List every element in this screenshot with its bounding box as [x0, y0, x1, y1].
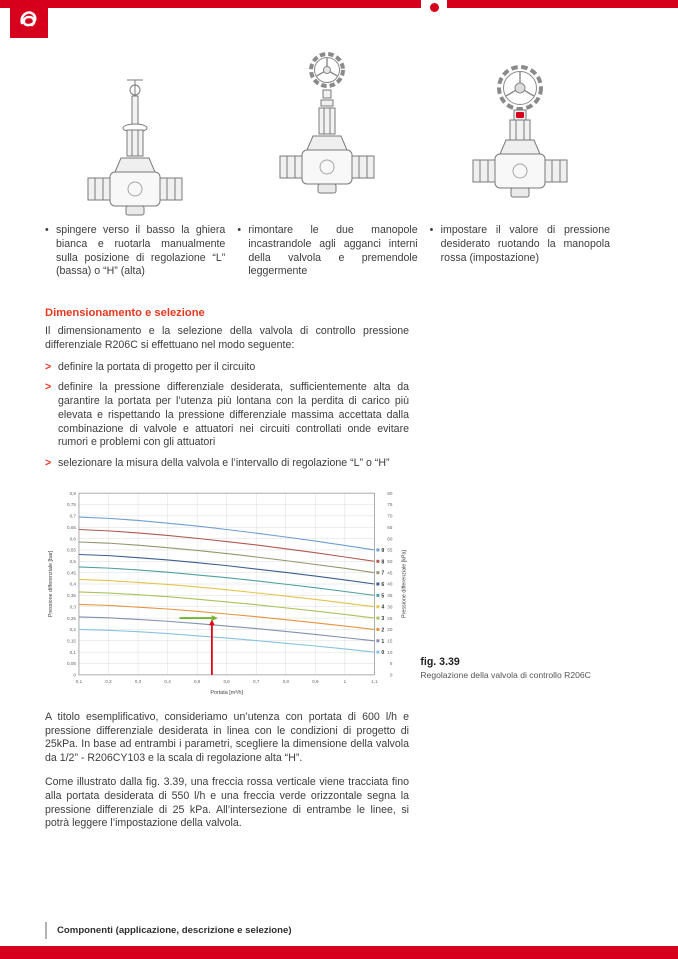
figure-label: fig. 3.39 — [420, 656, 460, 669]
svg-text:2: 2 — [381, 627, 385, 634]
svg-text:0: 0 — [73, 672, 76, 678]
svg-text:0,1: 0,1 — [75, 678, 83, 684]
svg-text:5: 5 — [389, 661, 393, 667]
svg-text:50: 50 — [387, 558, 393, 564]
section-heading: Dimensionamento e selezione — [45, 307, 205, 320]
figure-3-39 — [45, 485, 610, 701]
svg-text:70: 70 — [387, 513, 393, 519]
footer-red-bar — [0, 946, 678, 959]
valve-red-handwheel-icon — [465, 58, 575, 216]
svg-text:0,8: 0,8 — [282, 678, 289, 684]
svg-text:25: 25 — [387, 615, 393, 621]
svg-text:0,8: 0,8 — [69, 490, 76, 496]
footer-divider — [45, 922, 47, 939]
svg-text:65: 65 — [387, 524, 393, 530]
list-item — [45, 361, 409, 375]
svg-text:9: 9 — [381, 547, 385, 554]
regulation-chart — [45, 485, 410, 701]
step-2-text: rimontare le due manopole incastrandole agli agganci interni della valvola e premendole leggermente — [248, 224, 418, 278]
svg-text:80: 80 — [387, 490, 393, 496]
valve-illustration-step3 — [430, 50, 610, 216]
svg-text:0,65: 0,65 — [67, 524, 76, 530]
bullet-dot: • — [45, 224, 49, 236]
svg-text:0,75: 0,75 — [67, 502, 76, 508]
svg-text:45: 45 — [387, 570, 393, 576]
bullet-dot: • — [237, 224, 242, 236]
valve-illustration-step1 — [45, 50, 225, 216]
svg-text:0,2: 0,2 — [105, 678, 112, 684]
step-3 — [430, 50, 610, 279]
page-footer — [45, 922, 292, 939]
step-2 — [237, 50, 417, 279]
svg-text:0,7: 0,7 — [69, 513, 76, 519]
svg-text:75: 75 — [387, 502, 393, 508]
list-item — [45, 381, 409, 450]
svg-text:0,25: 0,25 — [67, 615, 76, 621]
svg-text:30: 30 — [387, 604, 393, 610]
list-item — [45, 457, 409, 471]
svg-text:0,5: 0,5 — [193, 678, 201, 684]
svg-text:0: 0 — [381, 650, 385, 657]
svg-text:0,15: 0,15 — [67, 638, 76, 644]
svg-text:0,5: 0,5 — [69, 558, 76, 564]
svg-text:6: 6 — [381, 581, 385, 588]
step-1-instruction — [45, 224, 225, 279]
example-paragraph: A titolo esemplificativo, consideriamo un’utenza con portata di 600 l/h e pressione differenziale desiderata in linea con le condizioni di progetto di 25kPa. In base ad entrambi i parametri, scegliere la dimensione della valvola da 1/2” - R206CY103 e la scala di regolazione alta “H”. — [45, 710, 409, 765]
svg-text:15: 15 — [387, 638, 393, 644]
step-1 — [45, 50, 225, 279]
svg-text:5: 5 — [381, 593, 385, 600]
svg-text:Pressione differenziale [kPa]: Pressione differenziale [kPa] — [401, 549, 408, 618]
svg-text:0,4: 0,4 — [164, 678, 171, 684]
bullet-dot: • — [429, 224, 434, 236]
step-2-instruction — [237, 224, 417, 279]
step-3-instruction — [430, 224, 610, 265]
svg-text:60: 60 — [387, 536, 393, 542]
figure-caption-text: Regolazione della valvola di controllo R206C — [420, 670, 591, 681]
step-3-text: impostare il valore di pressione desiderato ruotando la manopola rossa (impostazione) — [440, 224, 610, 264]
svg-text:0,6: 0,6 — [69, 536, 76, 542]
selection-bullet-list — [45, 361, 409, 471]
figure-caption — [420, 656, 610, 681]
step-1-text: spingere verso il basso la ghiera bianca e ruotarla manualmente sulla posizione di regolazione “L” (bassa) o “H” (alta) — [56, 224, 226, 278]
svg-text:0,7: 0,7 — [253, 678, 260, 684]
svg-text:0,6: 0,6 — [223, 678, 230, 684]
red-setting-window — [516, 112, 524, 118]
svg-text:1,1: 1,1 — [371, 678, 378, 684]
valve-exploded-handwheel-icon — [277, 50, 377, 216]
reading-paragraph: Come illustrato dalla fig. 3.39, una freccia rossa verticale viene tracciata fino alla portata desiderata di 550 l/h e una freccia verde orizzontale segna la pressione differenziale di 25 kPa. All’intersezione di entrambe le linee, si potrà leggere l’impostazione della valvola. — [45, 776, 409, 830]
bullet-text: definire la pressione differenziale desiderata, sufficientemente alta da garantire la portata per l’utenza più lontana con la perdita di carico più elevata e rispettando la pressione differenziale massima accettata dalla combinazione di valvole e attuatori nei circuiti controllati onde evitare rumori e problemi con gli attuatori — [58, 381, 409, 449]
valve-illustration-step2 — [237, 50, 417, 216]
svg-text:4: 4 — [381, 604, 385, 611]
svg-text:55: 55 — [387, 547, 393, 553]
bullet-text: definire la portata di progetto per il circuito — [58, 360, 256, 373]
svg-text:0,4: 0,4 — [69, 581, 76, 587]
svg-text:0,35: 0,35 — [67, 593, 76, 599]
svg-text:10: 10 — [387, 649, 393, 655]
section-intro: Il dimensionamento e la selezione della valvola di controllo pressione differenziale R206C si effettuano nel modo seguente: — [45, 325, 409, 351]
svg-text:0: 0 — [389, 672, 393, 678]
svg-text:Pressione differenziale [bar]: Pressione differenziale [bar] — [47, 550, 54, 618]
svg-text:0,1: 0,1 — [69, 649, 76, 655]
svg-text:7: 7 — [381, 570, 385, 577]
footer-section-title: Componenti (applicazione, descrizione e selezione) — [57, 925, 292, 936]
svg-text:0,2: 0,2 — [69, 627, 76, 633]
chevron-bullet-icon: > — [45, 360, 52, 373]
svg-text:35: 35 — [387, 593, 393, 599]
svg-text:0,3: 0,3 — [69, 604, 76, 610]
svg-text:40: 40 — [387, 581, 393, 587]
chevron-bullet-icon: > — [45, 457, 52, 470]
svg-text:8: 8 — [381, 559, 385, 566]
svg-text:1: 1 — [343, 678, 347, 684]
valve-stem-icon — [85, 64, 185, 216]
svg-text:0,3: 0,3 — [134, 678, 142, 684]
svg-text:20: 20 — [387, 627, 393, 633]
svg-text:0,9: 0,9 — [312, 678, 319, 684]
svg-text:0,45: 0,45 — [67, 570, 76, 576]
svg-text:Portata [m³/h]: Portata [m³/h] — [210, 689, 243, 696]
svg-text:1: 1 — [381, 638, 385, 645]
chevron-bullet-icon: > — [45, 381, 52, 394]
svg-text:0,55: 0,55 — [67, 547, 76, 553]
bullet-text: selezionare la misura della valvola e l’intervallo di regolazione “L” o “H” — [58, 457, 390, 470]
svg-text:0,05: 0,05 — [67, 661, 76, 667]
instruction-steps — [45, 50, 610, 279]
svg-text:3: 3 — [381, 616, 385, 623]
